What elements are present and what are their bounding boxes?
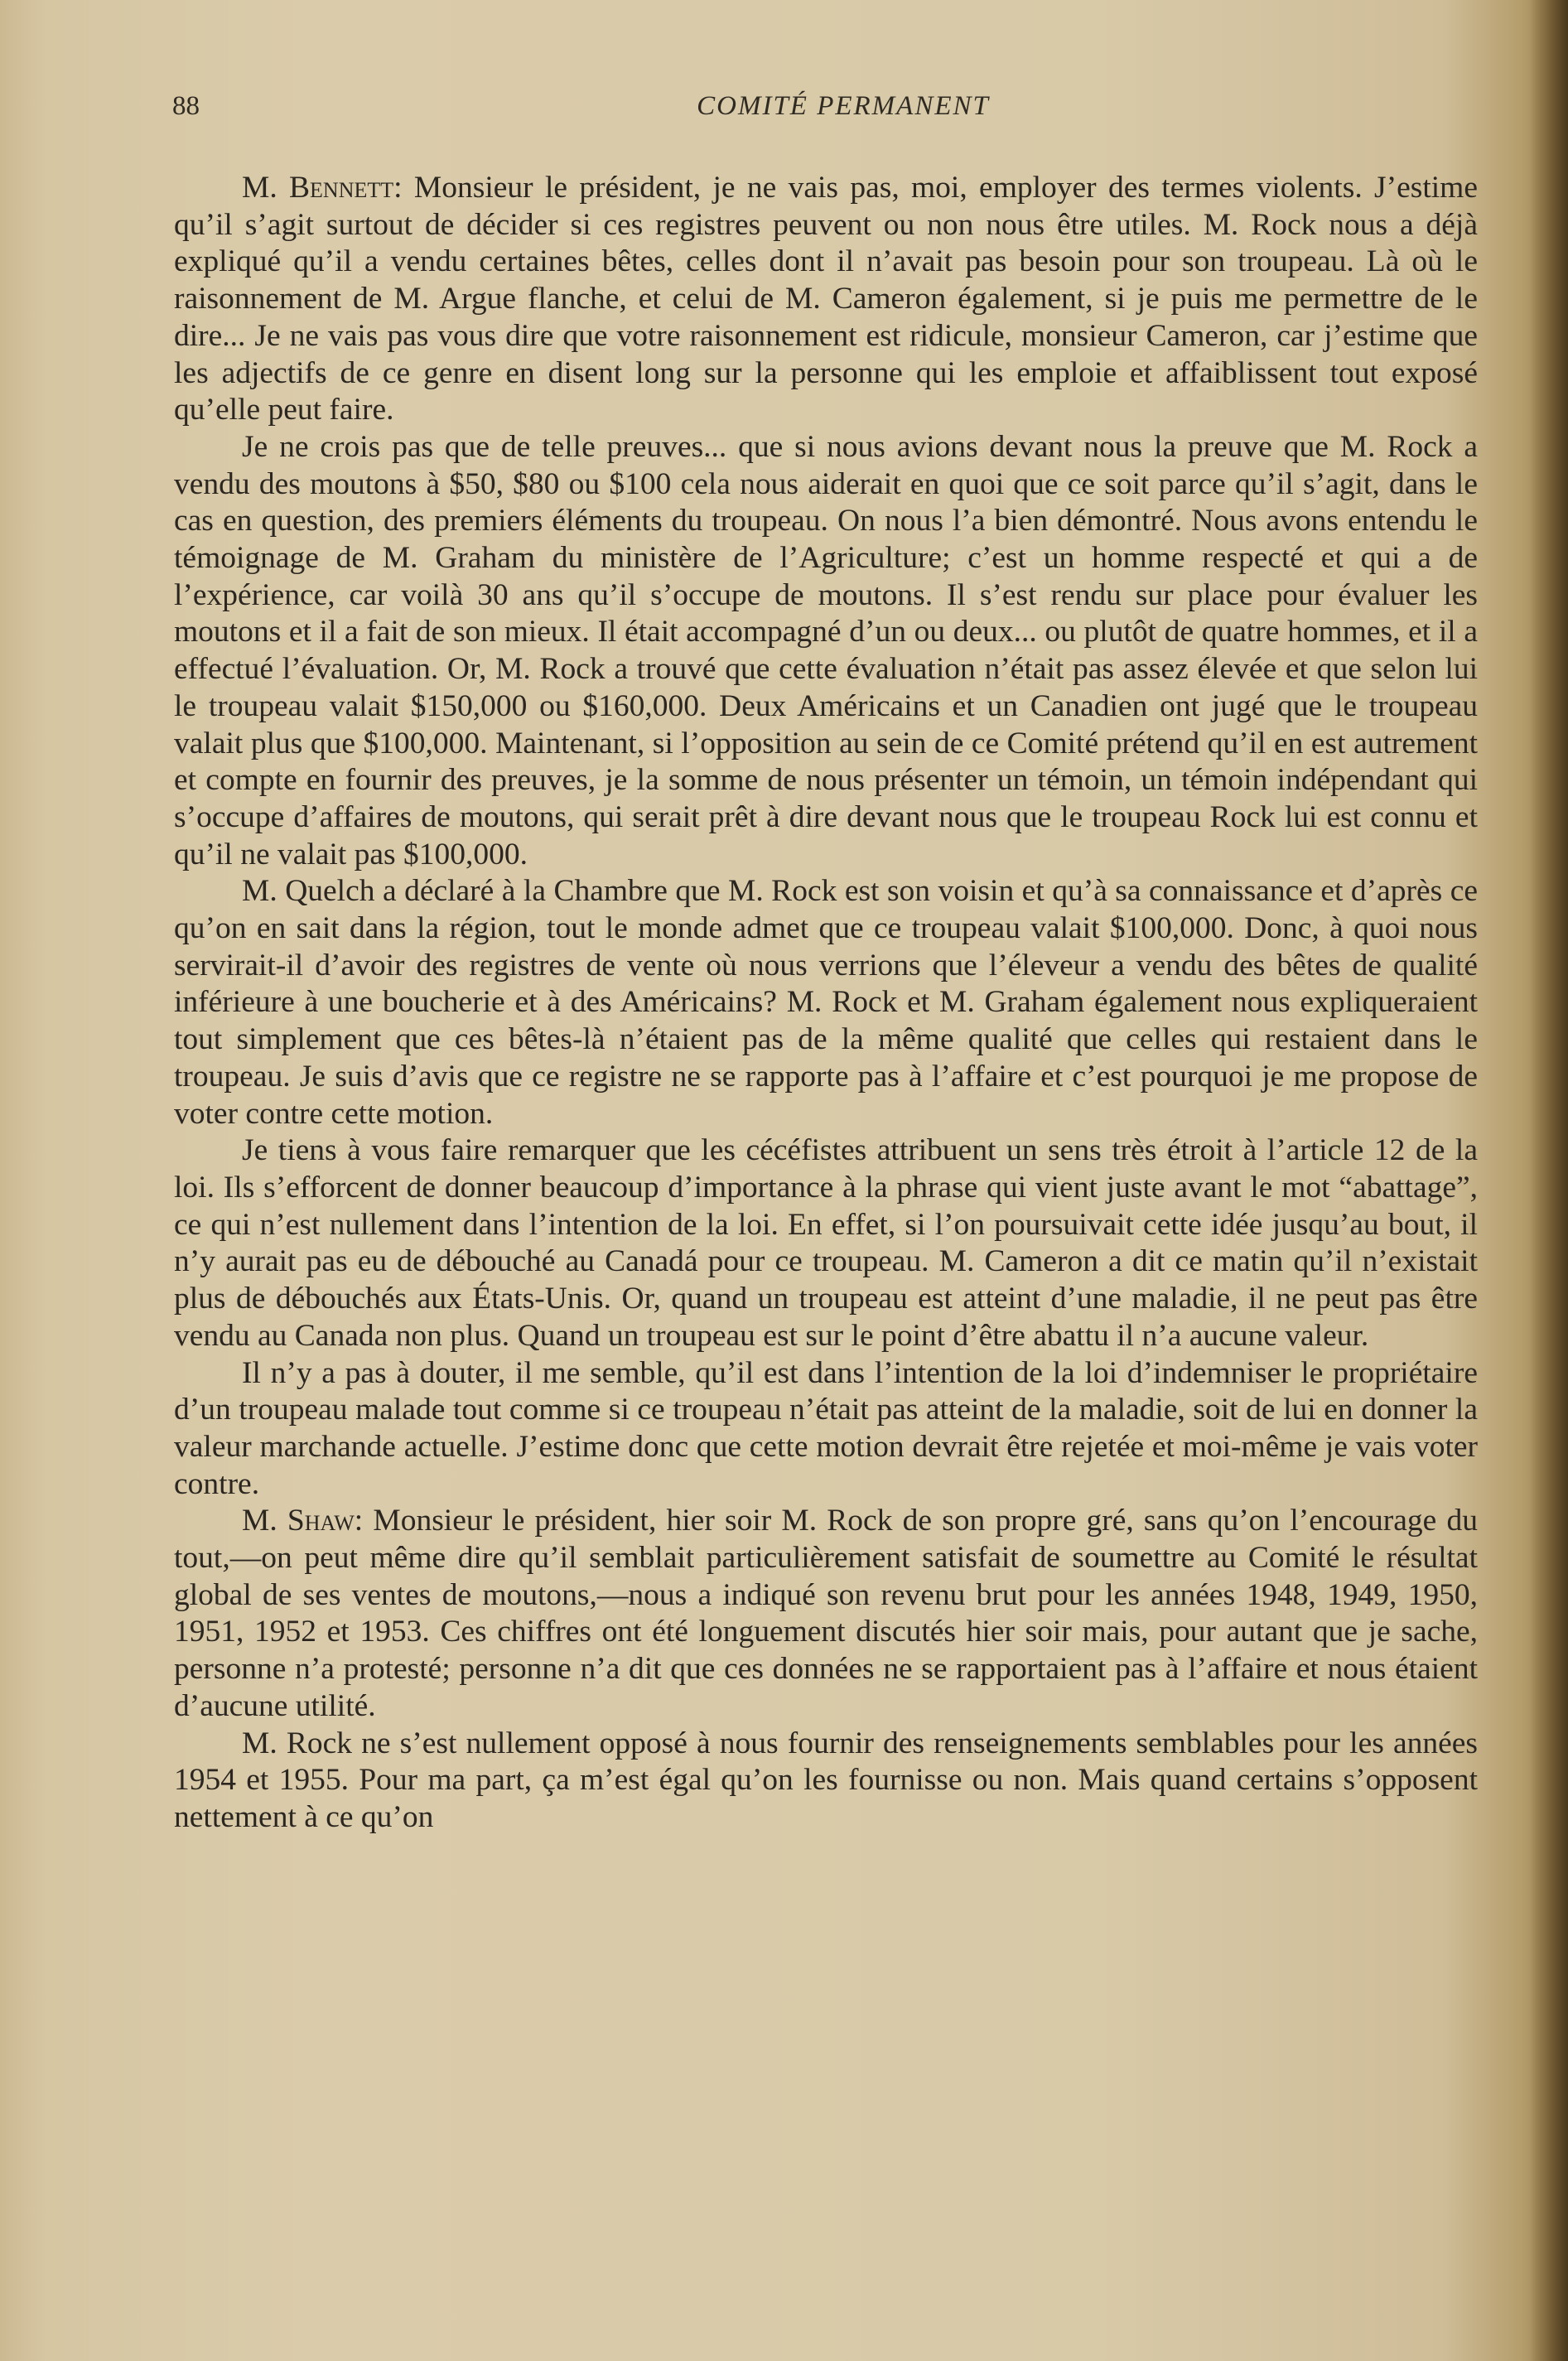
paragraph [174,1726,1478,1837]
page-header [172,91,1481,133]
paragraph-text: M. Quelch a déclaré à la Chambre que M. Rock est son voisin et qu’à sa connaissance et d’après ce qu’on en sait dans la région, tout le monde admet que ce troupeau valait $100,000. Donc, à quoi nous servirait-il d’avoir des registres de vente où nous verrions que l’éleveur a vendu des bêtes de qualité inférieure à une boucherie et à des Américains? M. Rock et M. Graham également nous expliqueraient tout simplement que ces bêtes-là n’étaient pas de la même qualité que celles qui restaient dans le troupeau. Je suis d’avis que ce registre ne se rapporte pas à l’affaire et c’est pourquoi je me propose de voter contre cette motion. [174,874,1478,1131]
page-number: 88 [172,91,200,121]
paragraph [174,1132,1478,1354]
paragraph [174,873,1478,1132]
paragraph-text: M. Rock ne s’est nullement opposé à nous fournir des renseignements semblables pour les années 1954 et 1955. Pour ma part, ça m’est égal qu’on les fournisse ou non. Mais quand certains s’opposent nettement à ce qu’on [174,1726,1478,1834]
paragraph [174,429,1478,873]
speaker-name: M. Bennett: [242,171,403,205]
paragraph-text: Monsieur le président, je ne vais pas, moi, employer des termes violents. J’estime qu’il s’agit surtout de décider si ces registres peuvent ou non nous être utiles. M. Rock nous a déjà expliqué qu’il a vendu certaines bêtes, celles dont il n’avait pas besoin pour son troupeau. Là où le raisonnement de M. Argue flanche, et celui de M. Cameron également, si je puis me permettre de le dire... Je ne vais pas vous dire que votre raisonnement est ridicule, monsieur Cameron, car j’estime que les adjectifs de ce genre en disent long sur la personne qui les emploie et affaiblissent tout exposé qu’elle peut faire. [174,171,1478,427]
paragraph [174,1503,1478,1725]
body-text [174,170,1478,1837]
page-binding-shadow [1530,0,1568,2361]
running-title: COMITÉ PERMANENT [697,91,990,121]
speaker-name: M. Shaw: [242,1504,364,1538]
paragraph [174,1355,1478,1504]
paragraph-text: Je ne crois pas que de telle preuves... que si nous avions devant nous la preuve que M. Rock a vendu des moutons à $50, $80 ou $100 cela nous aiderait en quoi que ce soit parce qu’il s’agit, dans le cas en question, des premiers éléments du troupeau. On nous l’a bien démontré. Nous avons entendu le témoignage de M. Graham du ministère de l’Agriculture; c’est un homme respecté et qui a de l’expérience, car voilà 30 ans qu’il s’occupe de moutons. Il s’est rendu sur place pour évaluer les moutons et il a fait de son mieux. Il était accompagné d’un ou deux... ou plutôt de quatre hommes, et il a effectué l’évaluation. Or, M. Rock a trouvé que cette évaluation n’était pas assez élevée et que selon lui le troupeau valait $150,000 ou $160,000. Deux Américains et un Canadien ont jugé que le troupeau valait plus que $100,000. Maintenant, si l’opposition au sein de ce Comité prétend qu’il en est autrement et compte en fournir des preuves, je la somme de nous présenter un témoin, un témoin indépendant qui s’occupe d’affaires de moutons, qui serait prêt à dire devant nous que le troupeau Rock lui est connu et qu’il ne valait pas $100,000. [174,429,1478,871]
paragraph-text: Il n’y a pas à douter, il me semble, qu’il est dans l’intention de la loi d’indemniser le propriétaire d’un troupeau malade tout comme si ce troupeau n’était pas atteint de la maladie, soit de lui en donner la valeur marchande actuelle. J’estime donc que cette motion devrait être rejetée et moi-même je vais voter contre. [174,1355,1478,1501]
paragraph-text: Monsieur le président, hier soir M. Rock de son propre gré, sans qu’on l’encourage du tout,—on peut même dire qu’il semblait particulièrement satisfait de soumettre au Comité le résultat global de ses ventes de moutons,—nous a indiqué son revenu brut pour les années 1948, 1949, 1950, 1951, 1952 et 1953. Ces chiffres ont été longuement discutés hier soir mais, pour autant que je sache, personne n’a protesté; personne n’a dit que ces données ne se rapportaient pas à l’affaire et nous étaient d’aucune utilité. [174,1504,1478,1723]
paragraph [174,170,1478,429]
paragraph-text: Je tiens à vous faire remarquer que les cécéfistes attribuent un sens très étroit à l’article 12 de la loi. Ils s’efforcent de donner beaucoup d’importance à la phrase qui vient juste avant le mot “abattage”, ce qui n’est nullement dans l’intention de la loi. En effet, si l’on poursuivait cette idée jusqu’au bout, il n’y aurait pas eu de débouché au Canadá pour ce troupeau. M. Cameron a dit ce matin qu’il n’existait plus de débouchés aux États-Unis. Or, quand un troupeau est atteint d’une maladie, il ne peut pas être vendu au Canada non plus. Quand un troupeau est sur le point d’être abattu il n’a aucune valeur. [174,1133,1478,1353]
